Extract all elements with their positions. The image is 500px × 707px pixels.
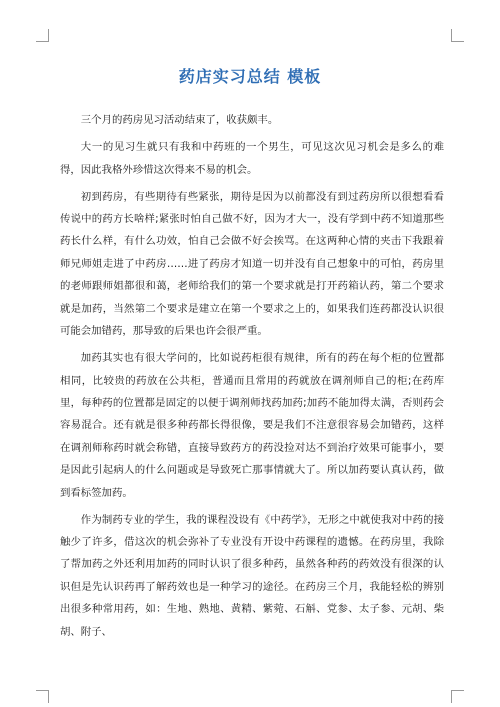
paragraph: 初到药房，有些期待有些紧张，期待是因为以前都没有到过药房所以很想看看传说中的药方长啥样;紧张时怕自己做不好，因为才大一，没有学到中药不知道那些药长什么样，有什么功效，怕自己会做不好会挨骂。在这两种心情的夹击下我跟着师兄师姐走进了中药房……进了药房才知道一切并没有自己想象中的可怕，药房里的老师跟师姐都很和蔼，老师给我们的第一个要求就是打开药箱认药，第二个要求就是加药，当然第二个要求是建立在第一个要求之上的，如果我们连药都没认识很可能会加错药，那导致的后果也许会很严重。 <box>60 190 444 338</box>
crop-mark-top-right <box>451 29 464 42</box>
paragraph: 加药其实也有很大学问的，比如说药柜很有规律，所有的药在每个柜的位置都相同，比较贵的药放在公共柜，普通而且常用的药就放在调剂师自己的柜;在药库里，每种药的位置都是固定的以便于调剂师找药加药;加药不能加得太满，否则药会容易混合。还有就是很多种药都长得很像，要是我们不注意很容易会加错药，这样在调剂师称药时就会称错，直接导致药方的药没捡对达不到治疗效果可能事小，要是因此引起病人的什么问题或是导致死亡那事情就大了。所以加药要认真认药，做到看标签加药。 <box>60 352 444 499</box>
paragraph: 三个月的药房见习活动结束了，收获颇丰。 <box>80 114 279 126</box>
crop-mark-bottom-right <box>451 690 464 703</box>
crop-mark-bottom-left <box>36 690 49 703</box>
paragraph: 大一的见习生就只有我和中药班的一个男生，可见这次见习机会是多么的难得，因此我格外珍惜这次得来不易的机会。 <box>60 141 444 176</box>
crop-mark-top-left <box>36 29 49 42</box>
document-title: 药店实习总结 模板 <box>178 67 322 86</box>
paragraph: 作为制药专业的学生，我的课程没设有《中药学》，无形之中就使我对中药的接触少了许多，借这次的机会弥补了专业没有开设中药课程的遗憾。在药房里，我除了帮加药之外还利用加药的同时认识了很多种药，虽然各种药的药效没有很深的认识但是先认识药再了解药效也是一种学习的途径。在药房三个月，我能轻松的辨别出很多种常用药，如：生地、熟地、黄精、紫菀、石斛、党参、太子参、元胡、柴胡、附子、 <box>60 513 444 638</box>
document-body <box>60 109 444 648</box>
